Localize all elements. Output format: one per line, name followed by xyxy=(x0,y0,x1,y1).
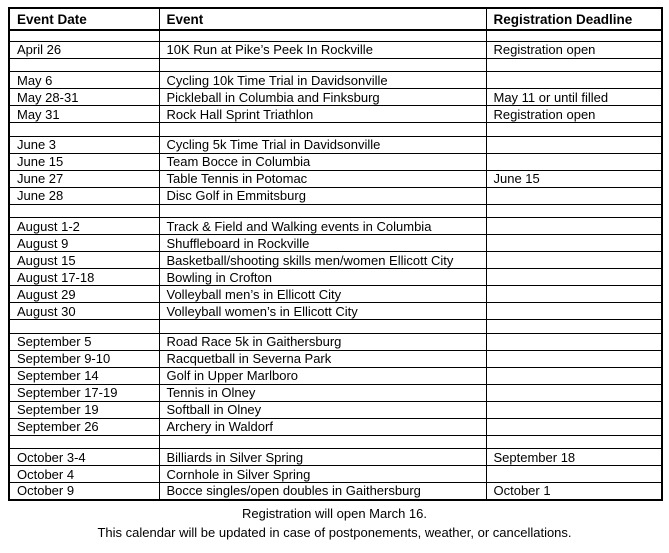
event-cell: Cycling 10k Time Trial in Davidsonville xyxy=(159,72,486,89)
event-cell: Volleyball women’s in Ellicott City xyxy=(159,303,486,320)
spacer-row xyxy=(9,58,662,72)
event-cell: Table Tennis in Potomac xyxy=(159,170,486,187)
registration-deadline-cell xyxy=(486,384,662,401)
column-header-event: Event xyxy=(159,8,486,30)
event-date-cell: September 14 xyxy=(9,367,159,384)
event-date-cell: June 15 xyxy=(9,153,159,170)
registration-deadline-cell: Registration open xyxy=(486,106,662,123)
registration-deadline-cell xyxy=(486,204,662,218)
registration-deadline-cell xyxy=(486,350,662,367)
event-cell: Tennis in Olney xyxy=(159,384,486,401)
registration-deadline-cell xyxy=(486,218,662,235)
event-cell: Shuffleboard in Rockville xyxy=(159,235,486,252)
registration-deadline-cell xyxy=(486,435,662,449)
registration-deadline-cell xyxy=(486,30,662,41)
table-row xyxy=(9,72,662,89)
event-date-cell xyxy=(9,30,159,41)
event-date-cell: June 27 xyxy=(9,170,159,187)
event-date-cell: June 28 xyxy=(9,187,159,204)
table-row xyxy=(9,333,662,350)
table-row xyxy=(9,401,662,418)
event-date-cell: August 29 xyxy=(9,286,159,303)
event-cell: Track & Field and Walking events in Columbia xyxy=(159,218,486,235)
event-cell: Billiards in Silver Spring xyxy=(159,449,486,466)
event-date-cell: September 19 xyxy=(9,401,159,418)
registration-deadline-cell xyxy=(486,320,662,334)
event-cell: Rock Hall Sprint Triathlon xyxy=(159,106,486,123)
event-date-cell: August 30 xyxy=(9,303,159,320)
footer-note xyxy=(0,505,669,542)
registration-deadline-cell xyxy=(486,72,662,89)
table-row xyxy=(9,235,662,252)
event-cell: Cornhole in Silver Spring xyxy=(159,466,486,483)
event-date-cell xyxy=(9,204,159,218)
event-date-cell xyxy=(9,58,159,72)
event-date-cell: May 31 xyxy=(9,106,159,123)
event-date-cell: June 3 xyxy=(9,136,159,153)
events-table xyxy=(8,7,663,501)
event-cell xyxy=(159,435,486,449)
registration-deadline-cell: October 1 xyxy=(486,483,662,500)
event-date-cell: August 15 xyxy=(9,252,159,269)
event-date-cell: August 9 xyxy=(9,235,159,252)
event-date-cell: May 6 xyxy=(9,72,159,89)
registration-deadline-cell xyxy=(486,286,662,303)
event-cell: Team Bocce in Columbia xyxy=(159,153,486,170)
event-date-cell: April 26 xyxy=(9,41,159,58)
registration-deadline-cell: May 11 or until filled xyxy=(486,89,662,106)
table-row xyxy=(9,269,662,286)
table-row xyxy=(9,367,662,384)
event-date-cell: September 9-10 xyxy=(9,350,159,367)
event-cell xyxy=(159,204,486,218)
event-cell: Basketball/shooting skills men/women Ellicott City xyxy=(159,252,486,269)
table-row xyxy=(9,136,662,153)
spacer-row xyxy=(9,123,662,137)
event-cell: Volleyball men’s in Ellicott City xyxy=(159,286,486,303)
registration-deadline-cell xyxy=(486,466,662,483)
event-cell xyxy=(159,30,486,41)
header-row xyxy=(9,8,662,30)
column-header-registration-deadline: Registration Deadline xyxy=(486,8,662,30)
table-row xyxy=(9,41,662,58)
event-date-cell: September 26 xyxy=(9,418,159,435)
spacer-row xyxy=(9,30,662,41)
table-row xyxy=(9,286,662,303)
registration-deadline-cell xyxy=(486,187,662,204)
table-row xyxy=(9,218,662,235)
event-cell: Cycling 5k Time Trial in Davidsonville xyxy=(159,136,486,153)
event-cell: Road Race 5k in Gaithersburg xyxy=(159,333,486,350)
registration-deadline-cell xyxy=(486,333,662,350)
event-cell: 10K Run at Pike’s Peek In Rockville xyxy=(159,41,486,58)
event-date-cell xyxy=(9,123,159,137)
table-row xyxy=(9,350,662,367)
spacer-row xyxy=(9,204,662,218)
registration-deadline-cell xyxy=(486,269,662,286)
event-date-cell: August 1-2 xyxy=(9,218,159,235)
event-cell: Golf in Upper Marlboro xyxy=(159,367,486,384)
registration-deadline-cell xyxy=(486,401,662,418)
registration-deadline-cell xyxy=(486,235,662,252)
registration-deadline-cell xyxy=(486,367,662,384)
table-body xyxy=(9,30,662,500)
registration-deadline-cell xyxy=(486,303,662,320)
registration-deadline-cell: September 18 xyxy=(486,449,662,466)
event-date-cell: October 3-4 xyxy=(9,449,159,466)
registration-deadline-cell xyxy=(486,136,662,153)
table-row xyxy=(9,187,662,204)
event-date-cell: September 17-19 xyxy=(9,384,159,401)
table-row xyxy=(9,384,662,401)
event-cell: Bowling in Crofton xyxy=(159,269,486,286)
spacer-row xyxy=(9,435,662,449)
event-date-cell: May 28-31 xyxy=(9,89,159,106)
footer-line-2: This calendar will be updated in case of postponements, weather, or cancellations. xyxy=(97,524,572,540)
event-cell: Pickleball in Columbia and Finksburg xyxy=(159,89,486,106)
event-cell: Softball in Olney xyxy=(159,401,486,418)
registration-deadline-cell xyxy=(486,252,662,269)
event-date-cell xyxy=(9,320,159,334)
table-row xyxy=(9,153,662,170)
event-cell: Disc Golf in Emmitsburg xyxy=(159,187,486,204)
table-row xyxy=(9,418,662,435)
table-row xyxy=(9,170,662,187)
registration-deadline-cell xyxy=(486,153,662,170)
event-cell: Archery in Waldorf xyxy=(159,418,486,435)
registration-deadline-cell: June 15 xyxy=(486,170,662,187)
table-row xyxy=(9,483,662,500)
event-date-cell: October 4 xyxy=(9,466,159,483)
event-cell: Racquetball in Severna Park xyxy=(159,350,486,367)
event-cell xyxy=(159,58,486,72)
spacer-row xyxy=(9,320,662,334)
footer-line-1: Registration will open March 16. xyxy=(242,506,427,521)
event-cell xyxy=(159,320,486,334)
event-date-cell: October 9 xyxy=(9,483,159,500)
event-date-cell: September 5 xyxy=(9,333,159,350)
registration-deadline-cell xyxy=(486,58,662,72)
table-row xyxy=(9,252,662,269)
column-header-event-date: Event Date xyxy=(9,8,159,30)
table-row xyxy=(9,303,662,320)
table-header xyxy=(9,8,662,30)
table-row xyxy=(9,106,662,123)
registration-deadline-cell xyxy=(486,418,662,435)
event-date-cell xyxy=(9,435,159,449)
registration-deadline-cell xyxy=(486,123,662,137)
table-row xyxy=(9,449,662,466)
table-row xyxy=(9,466,662,483)
event-cell xyxy=(159,123,486,137)
registration-deadline-cell: Registration open xyxy=(486,41,662,58)
event-date-cell: August 17-18 xyxy=(9,269,159,286)
table-row xyxy=(9,89,662,106)
event-cell: Bocce singles/open doubles in Gaithersburg xyxy=(159,483,486,500)
